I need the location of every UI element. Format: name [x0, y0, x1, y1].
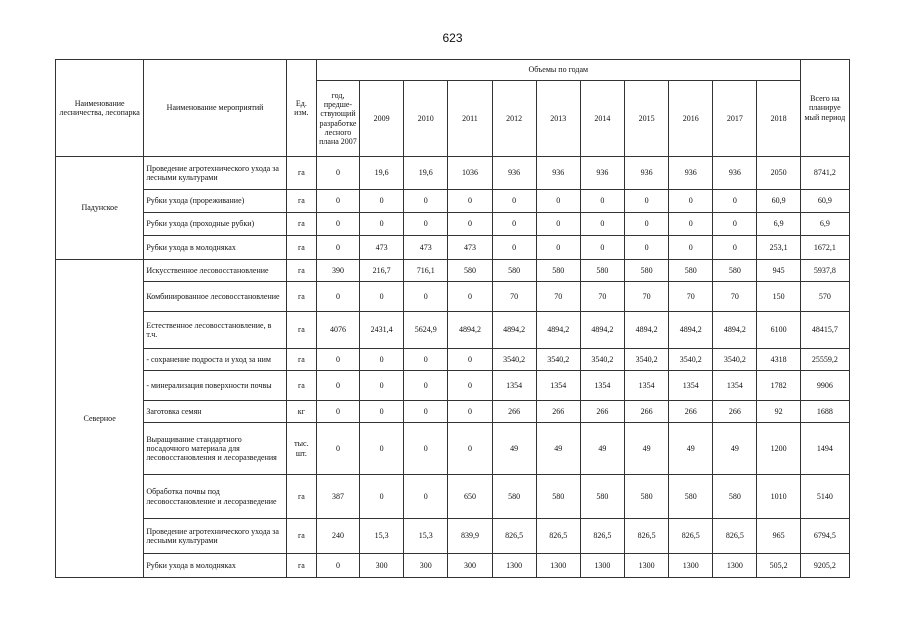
- value-cell: 70: [713, 282, 757, 312]
- value-cell: 0: [448, 213, 492, 236]
- header-year: 2014: [580, 81, 624, 157]
- value-cell: 0: [404, 475, 448, 519]
- header-total: Всего на планируе мый период: [800, 60, 849, 157]
- value-cell: 49: [536, 423, 580, 475]
- value-cell: 0: [316, 554, 359, 578]
- value-cell: 0: [669, 236, 713, 260]
- value-cell: 473: [404, 236, 448, 260]
- value-cell: 0: [360, 213, 404, 236]
- value-cell: 0: [492, 236, 536, 260]
- value-cell: 49: [669, 423, 713, 475]
- value-cell: 19,6: [360, 157, 404, 190]
- value-cell: 0: [448, 282, 492, 312]
- value-cell: 0: [404, 349, 448, 371]
- value-cell: 216,7: [360, 260, 404, 282]
- total-cell: 60,9: [800, 190, 849, 213]
- value-cell: 839,9: [448, 519, 492, 554]
- value-cell: 473: [448, 236, 492, 260]
- unit-cell: га: [286, 349, 316, 371]
- total-cell: 6794,5: [800, 519, 849, 554]
- header-unit: Ед. изм.: [286, 60, 316, 157]
- value-cell: 3540,2: [669, 349, 713, 371]
- value-cell: 0: [536, 236, 580, 260]
- value-cell: 0: [492, 213, 536, 236]
- table-row: [56, 475, 850, 519]
- value-cell: 266: [536, 401, 580, 423]
- value-cell: 1300: [713, 554, 757, 578]
- value-cell: 150: [757, 282, 800, 312]
- header-year: 2013: [536, 81, 580, 157]
- value-cell: 580: [669, 475, 713, 519]
- value-cell: 1300: [580, 554, 624, 578]
- table-row: [56, 371, 850, 401]
- value-cell: 15,3: [404, 519, 448, 554]
- value-cell: 826,5: [536, 519, 580, 554]
- value-cell: 1354: [624, 371, 668, 401]
- value-cell: 4894,2: [713, 312, 757, 349]
- value-cell: 0: [316, 282, 359, 312]
- value-cell: 936: [580, 157, 624, 190]
- table-row: [56, 423, 850, 475]
- value-cell: 473: [360, 236, 404, 260]
- value-cell: 266: [669, 401, 713, 423]
- value-cell: 580: [448, 260, 492, 282]
- value-cell: 253,1: [757, 236, 800, 260]
- header-year: 2017: [713, 81, 757, 157]
- header-year: 2012: [492, 81, 536, 157]
- table-header: [56, 60, 850, 157]
- unit-cell: га: [286, 554, 316, 578]
- value-cell: 3540,2: [536, 349, 580, 371]
- value-cell: 826,5: [580, 519, 624, 554]
- table-row: [56, 312, 850, 349]
- value-cell: 0: [448, 349, 492, 371]
- value-cell: 0: [404, 213, 448, 236]
- value-cell: 6100: [757, 312, 800, 349]
- table-row: [56, 282, 850, 312]
- value-cell: 580: [624, 475, 668, 519]
- measure-name: Рубки ухода (проходные рубки): [144, 213, 287, 236]
- value-cell: 3540,2: [580, 349, 624, 371]
- value-cell: 0: [360, 475, 404, 519]
- district-name: Северное: [56, 260, 144, 578]
- measure-name: Проведение агротехнического ухода за лесными культурами: [144, 157, 287, 190]
- unit-cell: га: [286, 519, 316, 554]
- value-cell: 0: [536, 213, 580, 236]
- value-cell: 0: [536, 190, 580, 213]
- value-cell: 390: [316, 260, 359, 282]
- district-name: Падунское: [56, 157, 144, 260]
- value-cell: 15,3: [360, 519, 404, 554]
- value-cell: 1300: [669, 554, 713, 578]
- value-cell: 4894,2: [536, 312, 580, 349]
- unit-cell: тыс. шт.: [286, 423, 316, 475]
- value-cell: 936: [624, 157, 668, 190]
- value-cell: 70: [624, 282, 668, 312]
- unit-cell: га: [286, 475, 316, 519]
- value-cell: 0: [404, 190, 448, 213]
- measure-name: Рубки ухода в молодняках: [144, 236, 287, 260]
- total-cell: 48415,7: [800, 312, 849, 349]
- unit-cell: га: [286, 213, 316, 236]
- value-cell: 6,9: [757, 213, 800, 236]
- value-cell: 19,6: [404, 157, 448, 190]
- value-cell: 49: [713, 423, 757, 475]
- value-cell: 5624,9: [404, 312, 448, 349]
- value-cell: 4894,2: [580, 312, 624, 349]
- value-cell: 826,5: [669, 519, 713, 554]
- value-cell: 2050: [757, 157, 800, 190]
- value-cell: 49: [624, 423, 668, 475]
- value-cell: 580: [713, 475, 757, 519]
- value-cell: 580: [713, 260, 757, 282]
- value-cell: 826,5: [492, 519, 536, 554]
- value-cell: 1010: [757, 475, 800, 519]
- value-cell: 0: [360, 371, 404, 401]
- header-year: 2009: [360, 81, 404, 157]
- value-cell: 0: [713, 190, 757, 213]
- unit-cell: га: [286, 282, 316, 312]
- total-cell: 1494: [800, 423, 849, 475]
- value-cell: 0: [316, 423, 359, 475]
- table-row: [56, 213, 850, 236]
- value-cell: 0: [624, 236, 668, 260]
- value-cell: 0: [669, 213, 713, 236]
- table-row: [56, 401, 850, 423]
- unit-cell: га: [286, 371, 316, 401]
- header-year: 2015: [624, 81, 668, 157]
- value-cell: 0: [316, 157, 359, 190]
- value-cell: 0: [360, 401, 404, 423]
- value-cell: 70: [669, 282, 713, 312]
- total-cell: 5937,8: [800, 260, 849, 282]
- value-cell: 936: [492, 157, 536, 190]
- header-measure: Наименование мероприятий: [144, 60, 287, 157]
- value-cell: 1300: [536, 554, 580, 578]
- value-cell: 580: [492, 475, 536, 519]
- total-cell: 5140: [800, 475, 849, 519]
- unit-cell: га: [286, 260, 316, 282]
- value-cell: 2431,4: [360, 312, 404, 349]
- value-cell: 650: [448, 475, 492, 519]
- header-district: Наименование лесничества, лесопарка: [56, 60, 144, 157]
- value-cell: 0: [316, 371, 359, 401]
- value-cell: 4318: [757, 349, 800, 371]
- value-cell: 580: [669, 260, 713, 282]
- value-cell: 0: [713, 236, 757, 260]
- value-cell: 0: [448, 401, 492, 423]
- unit-cell: га: [286, 236, 316, 260]
- value-cell: 936: [669, 157, 713, 190]
- measure-name: Рубки ухода (прореживание): [144, 190, 287, 213]
- unit-cell: га: [286, 190, 316, 213]
- value-cell: 1354: [536, 371, 580, 401]
- value-cell: 0: [360, 190, 404, 213]
- measure-name: Заготовка семян: [144, 401, 287, 423]
- header-year: 2011: [448, 81, 492, 157]
- value-cell: 0: [624, 190, 668, 213]
- table-row: [56, 260, 850, 282]
- value-cell: 0: [404, 371, 448, 401]
- value-cell: 70: [580, 282, 624, 312]
- measure-name: Искусственное лесовосстановление: [144, 260, 287, 282]
- value-cell: 0: [448, 190, 492, 213]
- total-cell: 6,9: [800, 213, 849, 236]
- unit-cell: кг: [286, 401, 316, 423]
- value-cell: 300: [404, 554, 448, 578]
- value-cell: 580: [580, 260, 624, 282]
- value-cell: 266: [713, 401, 757, 423]
- header-year: 2018: [757, 81, 800, 157]
- header-base-year: год, предше-ствующий разработке лесного плана 2007: [316, 81, 359, 157]
- forest-plan-table: [55, 59, 850, 578]
- value-cell: 826,5: [713, 519, 757, 554]
- measure-name: Комбинированное лесовосстановление: [144, 282, 287, 312]
- value-cell: 580: [580, 475, 624, 519]
- value-cell: 49: [580, 423, 624, 475]
- total-cell: 8741,2: [800, 157, 849, 190]
- header-years-caption: Объемы по годам: [316, 60, 800, 81]
- value-cell: 0: [580, 213, 624, 236]
- value-cell: 0: [316, 190, 359, 213]
- header-year: 2010: [404, 81, 448, 157]
- value-cell: 1354: [713, 371, 757, 401]
- value-cell: 0: [404, 423, 448, 475]
- value-cell: 580: [536, 260, 580, 282]
- table-row: [56, 554, 850, 578]
- value-cell: 580: [624, 260, 668, 282]
- total-cell: 25559,2: [800, 349, 849, 371]
- value-cell: 49: [492, 423, 536, 475]
- measure-name: Обработка почвы под лесовосстановление и лесоразведение: [144, 475, 287, 519]
- value-cell: 1300: [492, 554, 536, 578]
- table-row: [56, 236, 850, 260]
- value-cell: 4894,2: [448, 312, 492, 349]
- value-cell: 0: [404, 282, 448, 312]
- value-cell: 0: [713, 213, 757, 236]
- value-cell: 0: [316, 401, 359, 423]
- table-row: [56, 157, 850, 190]
- value-cell: 965: [757, 519, 800, 554]
- value-cell: 716,1: [404, 260, 448, 282]
- measure-name: - минерализация поверхности почвы: [144, 371, 287, 401]
- value-cell: 1782: [757, 371, 800, 401]
- table-row: [56, 190, 850, 213]
- value-cell: 387: [316, 475, 359, 519]
- total-cell: 9906: [800, 371, 849, 401]
- total-cell: 570: [800, 282, 849, 312]
- value-cell: 1354: [669, 371, 713, 401]
- page-number: 623: [442, 31, 463, 45]
- total-cell: 9205,2: [800, 554, 849, 578]
- value-cell: 0: [404, 401, 448, 423]
- value-cell: 3540,2: [624, 349, 668, 371]
- value-cell: 826,5: [624, 519, 668, 554]
- value-cell: 70: [492, 282, 536, 312]
- value-cell: 0: [448, 423, 492, 475]
- value-cell: 3540,2: [492, 349, 536, 371]
- value-cell: 0: [580, 236, 624, 260]
- value-cell: 266: [580, 401, 624, 423]
- value-cell: 300: [448, 554, 492, 578]
- measure-name: Выращивание стандартного посадочного материала для лесовосстановления и лесоразведения: [144, 423, 287, 475]
- value-cell: 945: [757, 260, 800, 282]
- value-cell: 0: [580, 190, 624, 213]
- value-cell: 3540,2: [713, 349, 757, 371]
- unit-cell: га: [286, 157, 316, 190]
- table-body: [56, 157, 850, 578]
- measure-name: - сохранение подроста и уход за ним: [144, 349, 287, 371]
- value-cell: 580: [536, 475, 580, 519]
- value-cell: 1354: [580, 371, 624, 401]
- table-row: [56, 349, 850, 371]
- header-year: 2016: [669, 81, 713, 157]
- value-cell: 936: [536, 157, 580, 190]
- value-cell: 0: [316, 349, 359, 371]
- value-cell: 505,2: [757, 554, 800, 578]
- value-cell: 0: [360, 282, 404, 312]
- value-cell: 1036: [448, 157, 492, 190]
- value-cell: 60,9: [757, 190, 800, 213]
- value-cell: 580: [492, 260, 536, 282]
- value-cell: 92: [757, 401, 800, 423]
- unit-cell: га: [286, 312, 316, 349]
- value-cell: 4894,2: [492, 312, 536, 349]
- value-cell: 0: [316, 236, 359, 260]
- total-cell: 1672,1: [800, 236, 849, 260]
- value-cell: 0: [492, 190, 536, 213]
- value-cell: 1200: [757, 423, 800, 475]
- measure-name: Рубки ухода в молодняках: [144, 554, 287, 578]
- value-cell: 1354: [492, 371, 536, 401]
- value-cell: 300: [360, 554, 404, 578]
- table-row: [56, 519, 850, 554]
- value-cell: 266: [624, 401, 668, 423]
- value-cell: 936: [713, 157, 757, 190]
- value-cell: 266: [492, 401, 536, 423]
- value-cell: 0: [360, 349, 404, 371]
- measure-name: Проведение агротехнического ухода за лесными культурами: [144, 519, 287, 554]
- value-cell: 0: [360, 423, 404, 475]
- value-cell: 0: [448, 371, 492, 401]
- value-cell: 0: [669, 190, 713, 213]
- value-cell: 1300: [624, 554, 668, 578]
- value-cell: 240: [316, 519, 359, 554]
- value-cell: 0: [316, 213, 359, 236]
- measure-name: Естественное лесовосстановление, в т.ч.: [144, 312, 287, 349]
- value-cell: 70: [536, 282, 580, 312]
- value-cell: 4076: [316, 312, 359, 349]
- value-cell: 4894,2: [624, 312, 668, 349]
- total-cell: 1688: [800, 401, 849, 423]
- value-cell: 0: [624, 213, 668, 236]
- value-cell: 4894,2: [669, 312, 713, 349]
